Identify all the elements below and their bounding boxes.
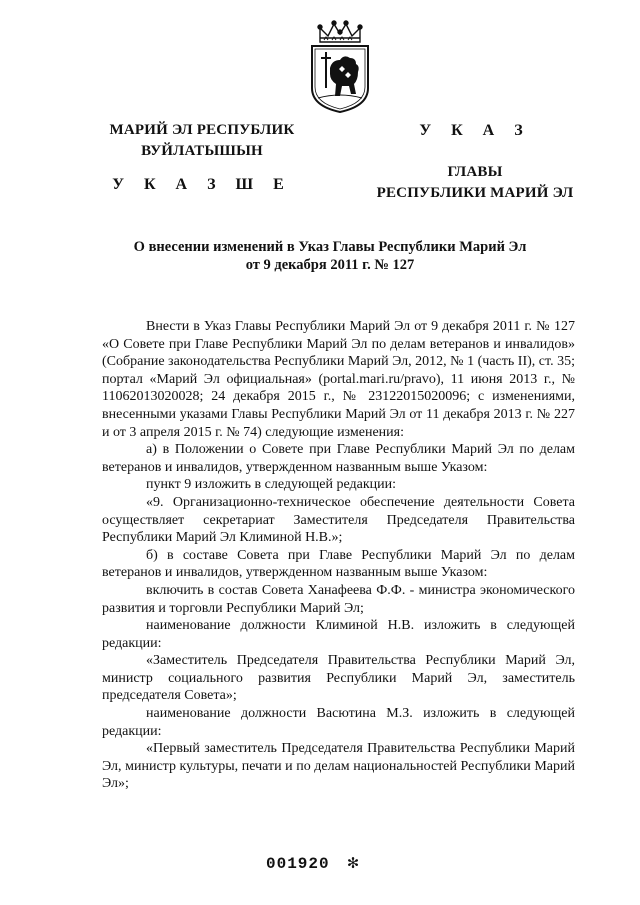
header-right-block: [360, 120, 590, 204]
header-right-line1: У К А З: [419, 122, 531, 139]
paragraph: наименование должности Васютина М.З. изложить в следующей редакции:: [102, 706, 575, 739]
title-line1: О внесении изменений в Указ Главы Республики Марий Эл: [133, 239, 527, 255]
paragraph: б) в составе Совета при Главе Республики Марий Эл по делам ветеранов и инвалидов, утвержденном названным выше Указом:: [102, 547, 575, 581]
header-left-line2: ВУЙЛАТЫШЫН: [141, 143, 263, 159]
paragraph: «Первый заместитель Председателя Правительства Республики Марий Эл, министр культуры, печати и по делам национальностей Республики Марий Эл»;: [102, 741, 575, 792]
header-left-block: [92, 120, 312, 195]
document-number-value: 001920: [266, 855, 330, 873]
paragraph: включить в состав Совета Ханафеева Ф.Ф. - министра экономического развития и торговли Республики Марий Эл;: [102, 582, 575, 616]
paragraph: пункт 9 изложить в следующей редакции:: [146, 477, 396, 493]
paragraph: а) в Положении о Совете при Главе Республики Марий Эл по делам ветеранов и инвалидов, утвержденном названным выше Указом:: [102, 442, 575, 475]
paragraph: наименование должности Климиной Н.В. изложить в следующей редакции:: [102, 618, 575, 651]
header-right-line3: РЕСПУБЛИКИ МАРИЙ ЭЛ: [376, 185, 574, 201]
asterisk-icon: ✻: [347, 854, 360, 874]
document-number: [266, 852, 386, 874]
header-right-line2: ГЛАВЫ: [447, 164, 503, 180]
document-body: [102, 318, 575, 793]
crown-icon: [318, 21, 362, 42]
title-line2: от 9 декабря 2011 г. № 127: [245, 257, 415, 273]
paragraph: Внести в Указ Главы Республики Марий Эл от 9 декабря 2011 г. № 127 «О Совете при Главе Республики Марий Эл по делам ветеранов и инвалидов» (Собрание законодательства Республики Марий Эл, 2012, № 1 (часть II), ст. 35; портал «Марий Эл официальная» (portal.mari.ru/pravo), 11 июня 2013 г., № 11062013020028; 24 декабря 2015 г., № 23122015020096; с изменениями, внесенными указами Главы Республики Марий Эл от 11 декабря 2013 г. № 227 и от 3 апреля 2015 г. № 74) следующие изменения:: [102, 319, 575, 440]
document-title: [60, 238, 600, 274]
coat-of-arms-icon: [306, 18, 374, 114]
paragraph: «Заместитель Председателя Правительства Республики Марий Эл, министр социального развития Республики Марий Эл, заместитель председателя Совета»;: [102, 653, 575, 704]
header-left-line1: МАРИЙ ЭЛ РЕСПУБЛИК: [109, 122, 295, 138]
header-left-line3: У К А З Ш Е: [112, 176, 292, 193]
paragraph: «9. Организационно-техническое обеспечение деятельности Совета осуществляет секретариат Заместителя Председателя Правительства Республики Марий Эл Климиной Н.В.»;: [102, 494, 575, 546]
